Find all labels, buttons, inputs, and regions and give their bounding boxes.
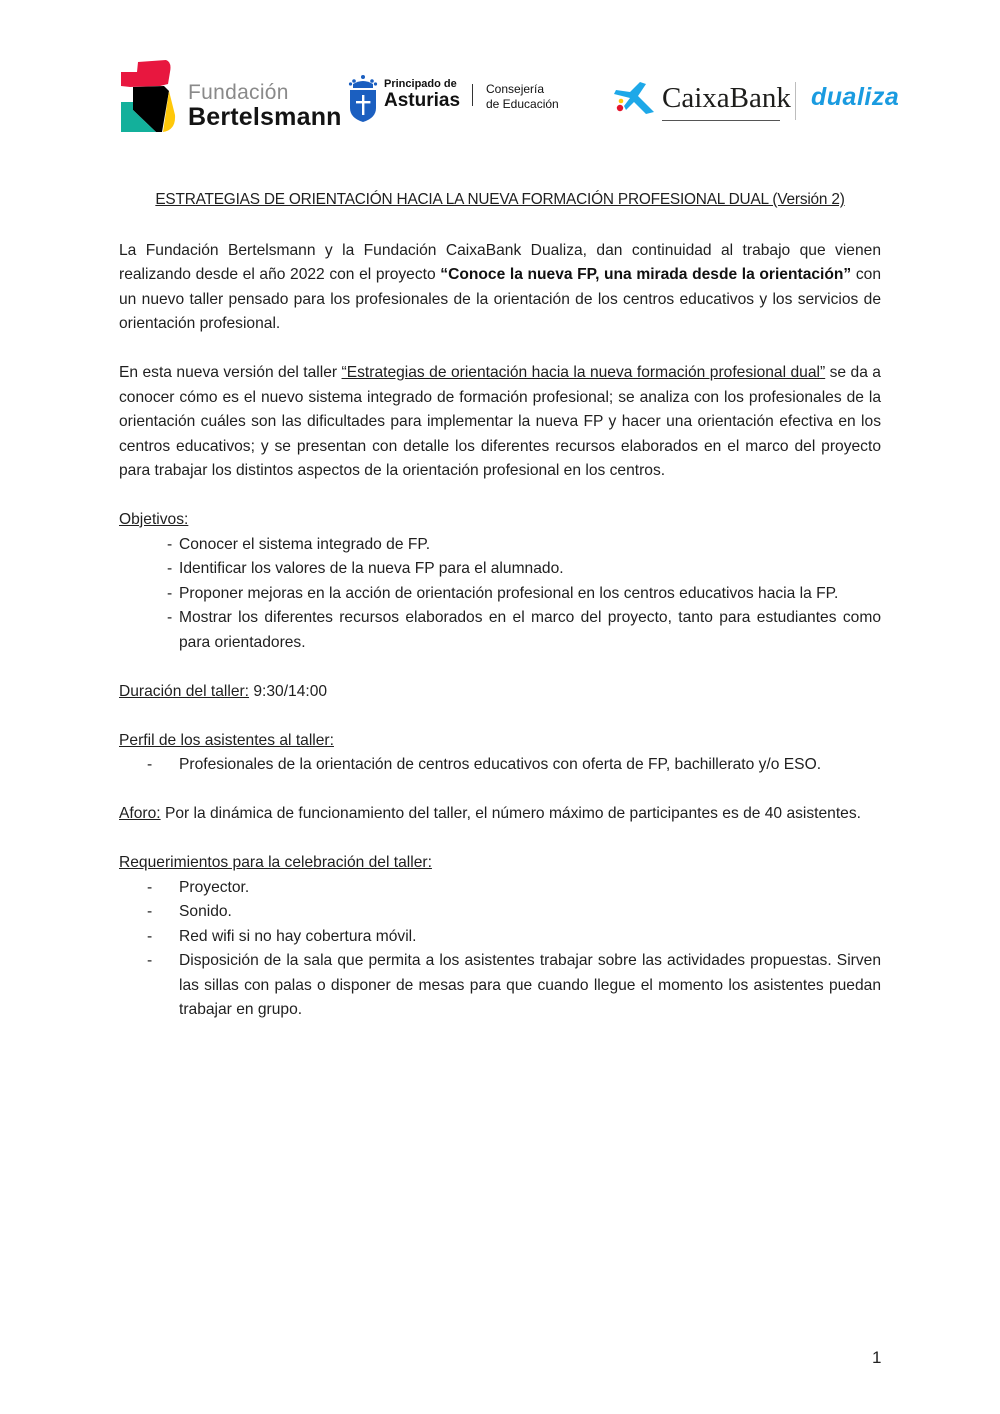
bertelsmann-line2: Bertelsmann: [188, 103, 342, 131]
caixa-dualiza-divider: [795, 82, 796, 120]
aforo-section: [119, 802, 881, 827]
bertelsmann-mark-icon: [120, 60, 180, 132]
list-item: - Identificar los valores de la nueva FP para el alumnado.: [119, 557, 881, 582]
caixabank-dualiza-logo: [612, 80, 922, 130]
requerimientos-heading: Requerimientos para la celebración del taller:: [119, 854, 432, 871]
list-item: - Conocer el sistema integrado de FP.: [119, 533, 881, 558]
caixabank-underline: [662, 120, 780, 121]
intro-text-before: La Fundación Bertelsmann y la Fundación CaixaBank Dualiza, dan continuidad al trabajo que vienen realizando desde el año 2022 con el proyecto: [119, 241, 881, 283]
bertelsmann-line1: Fundación: [188, 81, 289, 104]
consejeria-line2: de Educación: [486, 97, 559, 111]
consejeria-educacion-label: [486, 82, 559, 112]
dualiza-wordmark: dualiza: [811, 83, 900, 111]
version-text-after: se da a conocer cómo es el nuevo sistema integrado de formación profesional; se analiza con los profesionales de la orientación cuáles son las dificultades para implementar la nueva FP y hacer una orientación efectiva en los centros educativos; y se presentan con detalle los diferentes recursos elaborados en el marco del proyecto para trabajar los distintos aspectos de la orientación profesional en los centros.: [119, 364, 881, 479]
project-name: “Conoce la nueva FP, una mirada desde la orientación”: [440, 266, 852, 283]
requerimientos-list: [119, 876, 881, 1023]
workshop-name: “Estrategias de orientación hacia la nueva formación profesional dual”: [341, 364, 826, 381]
caixabank-wordmark: CaixaBank: [662, 82, 791, 114]
duracion-section: [119, 680, 881, 705]
requerimientos-section: [119, 851, 881, 1023]
perfil-list: [119, 753, 881, 778]
consejeria-line1: Consejería: [486, 82, 545, 96]
asturias-line1: Principado de: [384, 78, 457, 90]
version-text-before: En esta nueva versión del taller: [119, 364, 342, 381]
fundacion-bertelsmann-logo: [120, 60, 340, 132]
duracion-value: 9:30/14:00: [249, 682, 328, 700]
document-body: [119, 188, 881, 1023]
list-item: - Proponer mejoras en la acción de orientación profesional en los centros educativos hacia la FP.: [119, 582, 881, 607]
objetivos-section: [119, 508, 881, 655]
list-item: - Proyector.: [119, 876, 881, 901]
perfil-heading: Perfil de los asistentes al taller:: [119, 731, 334, 749]
list-item: - Profesionales de la orientación de centros educativos con oferta de FP, bachillerato y/o ESO.: [119, 753, 881, 778]
intro-paragraph: [119, 239, 881, 337]
asturias-divider: [472, 84, 473, 106]
list-item: - Sonido.: [119, 900, 881, 925]
principado-asturias-logo: [348, 74, 578, 124]
intro-text-after: con un nuevo taller pensado para los profesionales de la orientación de los centros educativos y los servicios de orientación profesional.: [119, 266, 881, 332]
objetivos-heading: Objetivos:: [119, 511, 189, 528]
aforo-heading: Aforo:: [119, 805, 161, 822]
list-item: - Red wifi si no hay cobertura móvil.: [119, 925, 881, 950]
duracion-heading: Duración del taller:: [119, 682, 250, 700]
version-paragraph: [119, 361, 881, 484]
list-item: - Mostrar los diferentes recursos elaborados en el marco del proyecto, tanto para estudiantes como para orientadores.: [119, 606, 881, 655]
caixabank-star-icon: [612, 80, 658, 120]
page-number: 1: [872, 1348, 882, 1367]
objetivos-list: [119, 533, 881, 656]
aforo-value: Por la dinámica de funcionamiento del taller, el número máximo de participantes es de 40 asistentes.: [160, 805, 861, 822]
perfil-section: [119, 729, 881, 778]
asturias-line2: Asturias: [384, 90, 461, 111]
asturias-shield-icon: [348, 74, 378, 122]
document-title: ESTRATEGIAS DE ORIENTACIÓN HACIA LA NUEVA FORMACIÓN PROFESIONAL DUAL (Versión 2): [155, 191, 845, 208]
list-item: - Disposición de la sala que permita a los asistentes trabajar sobre las actividades propuestas. Sirven las sillas con palas o disponer de mesas para que cuando llegue el momento los asistentes puedan trabajar en grupo.: [119, 949, 881, 1023]
header-logos: [120, 58, 915, 138]
